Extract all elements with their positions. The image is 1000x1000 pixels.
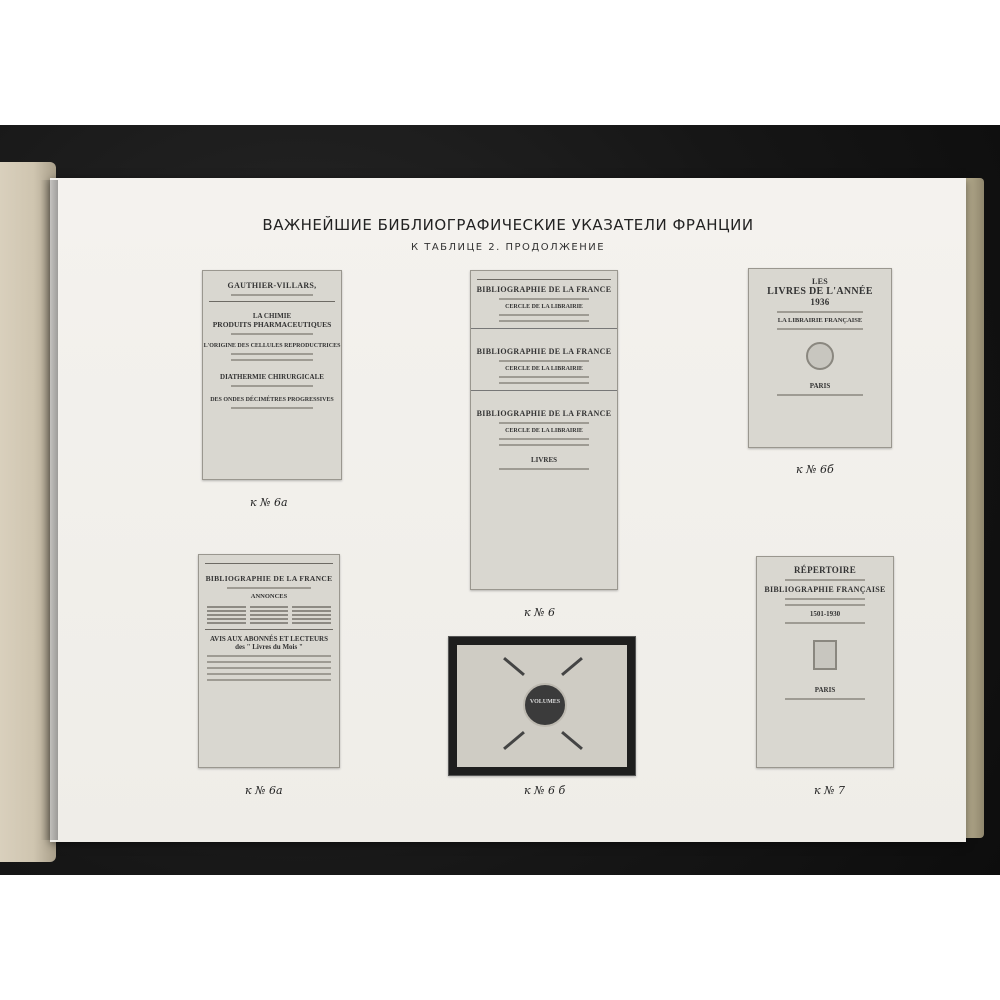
plate-line <box>785 579 865 581</box>
plate-line <box>499 444 589 446</box>
plate-text: DES ONDES DÉCIMÉTRES PROGRESSIVES <box>210 397 334 403</box>
plate-bibliographie-stack <box>470 270 618 590</box>
plate-caption: к № 6а <box>245 784 283 797</box>
plate-line <box>207 667 331 669</box>
plate-line <box>207 679 331 681</box>
plate-line <box>227 587 311 589</box>
plate-emblem <box>813 640 837 670</box>
plate-header: RÉPERTOIRE <box>793 565 857 575</box>
plate-text: AVIS AUX ABONNÉS ET LECTEURS <box>209 635 328 643</box>
plate-line <box>499 298 589 300</box>
plate-text: PARIS <box>809 382 831 390</box>
plate-line <box>777 328 863 330</box>
plate-text: CERCLE DE LA LIBRAIRIE <box>505 304 583 310</box>
plate-line <box>785 698 865 700</box>
plate-line <box>231 333 313 335</box>
plate-rule <box>205 563 333 564</box>
page-subtitle: К ТАБЛИЦЕ 2. ПРОДОЛЖЕНИЕ <box>410 242 606 253</box>
plate-bibliographie-annonces <box>198 554 340 768</box>
plate-caption: к № 6 б <box>524 784 566 797</box>
plate-section <box>471 390 617 470</box>
plate-livres-de-l-annee <box>748 268 892 448</box>
book-page <box>50 178 966 842</box>
plate-text: LIVRES <box>530 456 558 464</box>
plate-header: LES <box>811 277 829 286</box>
plate-folder-photo <box>448 636 636 776</box>
plate-line <box>499 382 589 384</box>
plate-caption: к № 6б <box>796 463 834 476</box>
plate-line <box>499 314 589 316</box>
plate-line <box>499 468 589 470</box>
plate-header: BIBLIOGRAPHIE DE LA FRANCE <box>476 347 612 356</box>
plate-gauthier-villars <box>202 270 342 480</box>
plate-line <box>231 385 313 387</box>
plate-line <box>499 438 589 440</box>
plate-text: PRODUITS PHARMACEUTIQUES <box>212 320 332 329</box>
plate-line <box>785 598 865 600</box>
plate-line <box>207 655 331 657</box>
plate-rule <box>205 629 333 630</box>
plate-text: PARIS <box>814 686 836 694</box>
plate-text: LA CHIMIE <box>252 312 292 320</box>
plate-header: BIBLIOGRAPHIE DE LA FRANCE <box>205 574 333 583</box>
plate-text: des " Livres du Mois " <box>235 643 303 651</box>
plate-header: LIVRES DE L'ANNÉE <box>767 286 873 297</box>
plate-caption: к № 7 <box>814 784 845 797</box>
plate-emblem <box>806 342 834 370</box>
plate-rule <box>477 279 611 280</box>
plate-line <box>785 604 865 606</box>
plate-text: 1501-1930 <box>809 610 841 618</box>
plate-line <box>777 394 863 396</box>
plate-line <box>499 422 589 424</box>
plate-line <box>207 661 331 663</box>
plate-section <box>471 328 617 384</box>
plate-caption: к № 6а <box>250 496 288 509</box>
plate-table <box>199 606 339 624</box>
plate-rule <box>209 301 335 302</box>
plate-text: ANNONCES <box>250 593 288 600</box>
plate-text: DIATHERMIE CHIRURGICALE <box>220 373 324 381</box>
folder-seal <box>523 683 567 727</box>
plate-line <box>231 359 313 361</box>
plate-header: BIBLIOGRAPHIE DE LA FRANCE <box>476 285 612 294</box>
plate-year: 1936 <box>810 297 830 307</box>
plate-line <box>499 376 589 378</box>
plate-header: GAUTHIER-VILLARS, <box>227 281 317 290</box>
plate-caption: к № 6 <box>524 606 555 619</box>
plate-repertoire <box>756 556 894 768</box>
folder-seal-text: VOLUMES <box>529 699 561 705</box>
page-title: ВАЖНЕЙШИЕ БИБЛИОГРАФИЧЕСКИЕ УКАЗАТЕЛИ ФРАНЦИИ <box>262 216 754 234</box>
plate-text: LA LIBRAIRIE FRANÇAISE <box>777 317 863 324</box>
plate-header: BIBLIOGRAPHIE DE LA FRANCE <box>476 409 612 418</box>
plate-line <box>499 320 589 322</box>
plate-line <box>231 294 313 296</box>
plate-text: CERCLE DE LA LIBRAIRIE <box>505 366 583 372</box>
plate-line <box>231 407 313 409</box>
plate-line <box>785 622 865 624</box>
plate-line <box>499 360 589 362</box>
plate-header: BIBLIOGRAPHIE FRANÇAISE <box>764 585 886 594</box>
plate-line <box>777 311 863 313</box>
plate-text: CERCLE DE LA LIBRAIRIE <box>505 428 583 434</box>
plate-text: L'ORIGINE DES CELLULES REPRODUCTRICES <box>203 343 341 349</box>
plate-line <box>207 673 331 675</box>
page-gutter-shadow <box>40 180 58 840</box>
plate-line <box>231 353 313 355</box>
